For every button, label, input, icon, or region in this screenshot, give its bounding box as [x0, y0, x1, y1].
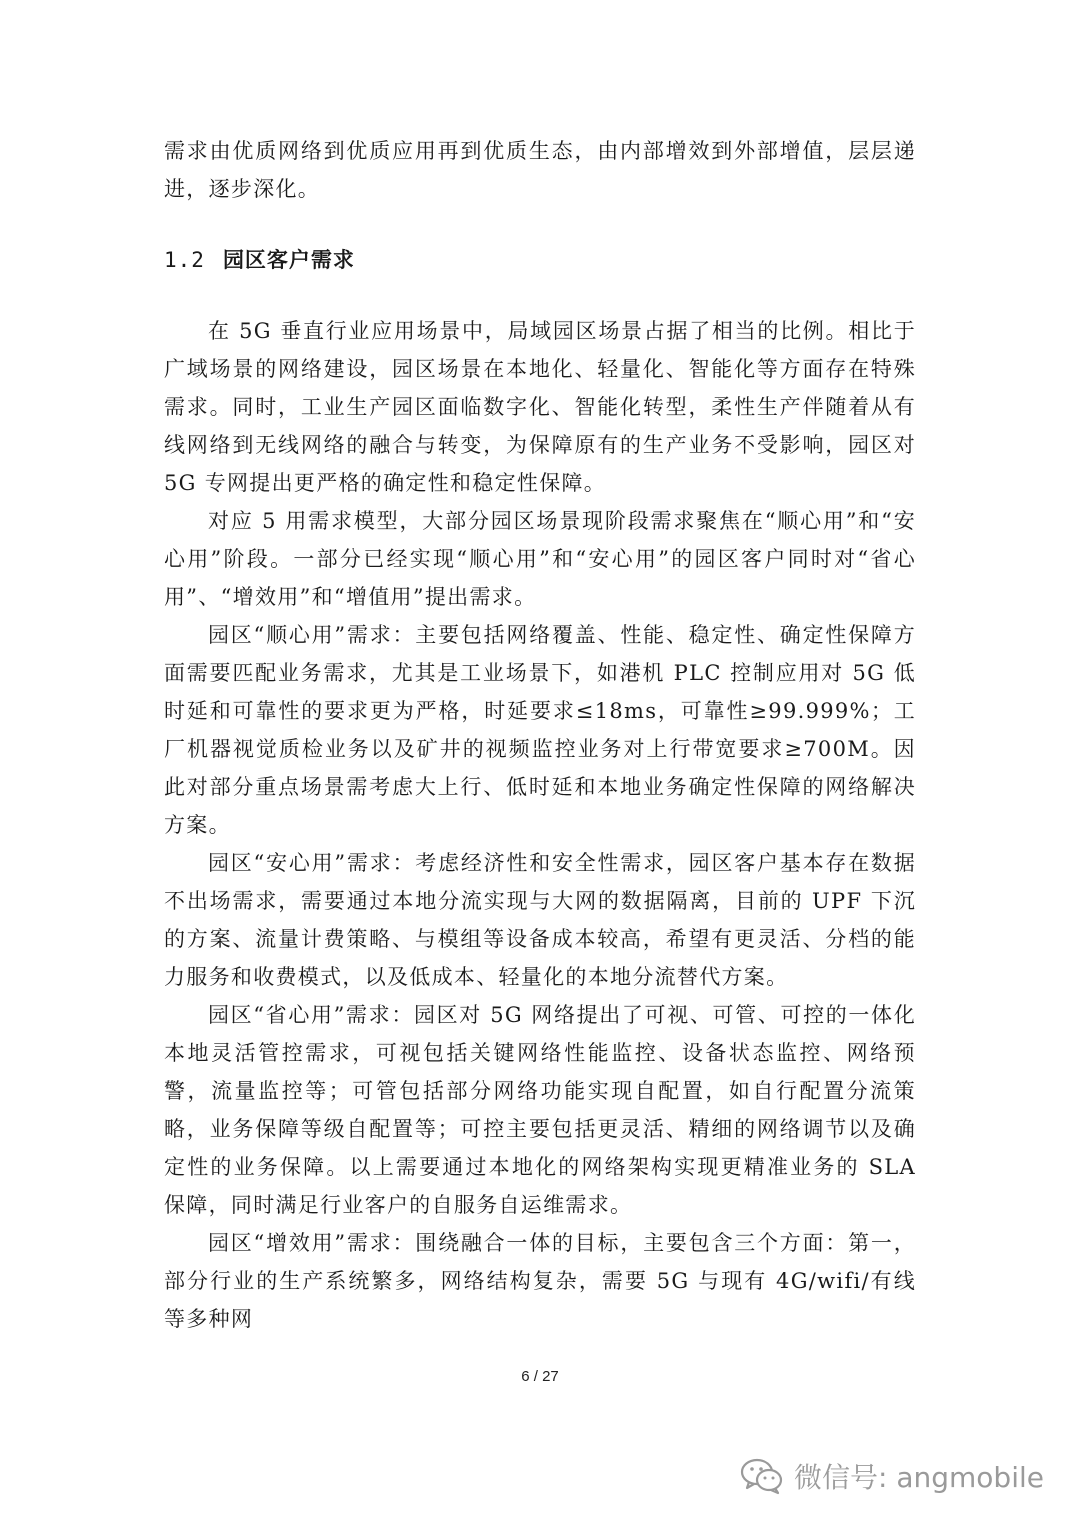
- body-paragraph: 园区“顺心用”需求：主要包括网络覆盖、性能、稳定性、确定性保障方面需要匹配业务需求，尤其是工业场景下，如港机 PLC 控制应用对 5G 低时延和可靠性的要求更为严格，时延要求≤18ms，可靠性≥99.999%；工厂机器视觉质检业务以及矿井的视频监控业务对上行带宽要求≥700M。因此对部分重点场景需考虑大上行、低时延和本地业务确定性保障的网络解决方案。: [164, 623, 916, 837]
- page-content: [164, 132, 916, 1338]
- watermark-text: 微信号: angmobile: [794, 1461, 1044, 1494]
- body-paragraph: 园区“安心用”需求：考虑经济性和安全性需求，园区客户基本存在数据不出场需求，需要通过本地分流实现与大网的数据隔离，目前的 UPF 下沉的方案、流量计费策略、与模组等设备成本较高，希望有更灵活、分档的能力服务和收费模式，以及低成本、轻量化的本地分流替代方案。: [164, 851, 916, 989]
- body-paragraph: 在 5G 垂直行业应用场景中，局域园区场景占据了相当的比例。相比于广域场景的网络建设，园区场景在本地化、轻量化、智能化等方面存在特殊需求。同时，工业生产园区面临数字化、智能化转型，柔性生产伴随着从有线网络到无线网络的融合与转变，为保障原有的生产业务不受影响，园区对 5G 专网提出更严格的确定性和稳定性保障。: [164, 319, 916, 495]
- continuation-paragraph: 需求由优质网络到优质应用再到优质生态，由内部增效到外部增值，层层递进，逐步深化。: [164, 139, 916, 201]
- section-title: 园区客户需求: [222, 247, 355, 272]
- body-paragraph: 园区“省心用”需求：园区对 5G 网络提出了可视、可管、可控的一体化本地灵活管控需求，可视包括关键网络性能监控、设备状态监控、网络预警，流量监控等；可管包括部分网络功能实现自配置，如自行配置分流策略，业务保障等级自配置等；可控主要包括更灵活、精细的网络调节以及确定性的业务保障。以上需要通过本地化的网络架构实现更精准业务的 SLA 保障，同时满足行业客户的自服务自运维需求。: [164, 1003, 916, 1217]
- page-number: 6 / 27: [521, 1368, 559, 1385]
- body-paragraph: 对应 5 用需求模型，大部分园区场景现阶段需求聚焦在“顺心用”和“安心用”阶段。一部分已经实现“顺心用”和“安心用”的园区客户同时对“省心用”、“增效用”和“增值用”提出需求。: [164, 509, 916, 609]
- section-number: 1.2: [164, 248, 205, 272]
- wechat-icon: [740, 1457, 784, 1495]
- section-heading: [164, 243, 916, 277]
- body-paragraph: 园区“增效用”需求：围绕融合一体的目标，主要包含三个方面：第一，部分行业的生产系统繁多，网络结构复杂，需要 5G 与现有 4G/wifi/有线等多种网: [164, 1231, 916, 1331]
- watermark: [740, 1456, 1044, 1496]
